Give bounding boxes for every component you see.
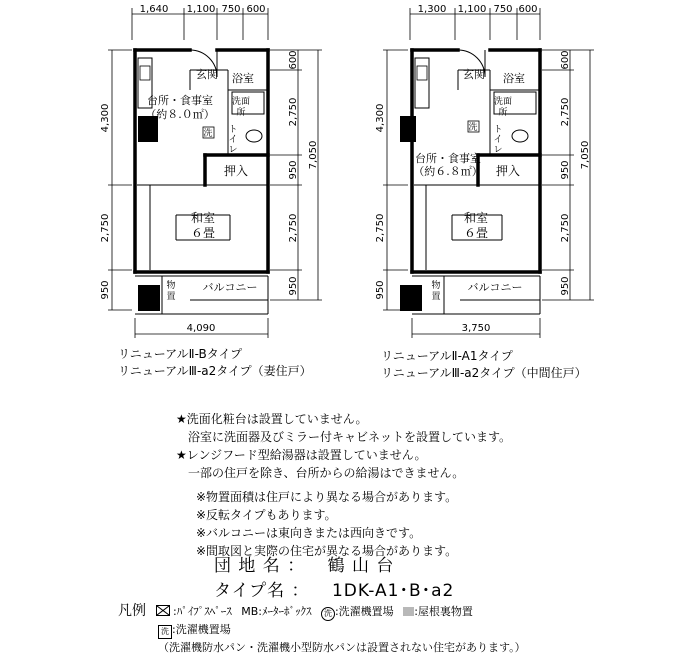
pipe-space-icon: [156, 605, 170, 616]
dim-left-3: 950: [375, 280, 386, 300]
caption-right-line2: リニューアルⅢ-a2タイプ（中間住戸）: [381, 366, 587, 380]
room-genkan: 玄関: [463, 68, 485, 81]
dim-left-1: 4,300: [375, 103, 386, 133]
dim-right-2: 2,750: [560, 97, 571, 127]
room-bath: 浴室: [232, 72, 254, 85]
dim-right-1: 600: [560, 50, 571, 70]
wash-place-mark: 洗: [468, 123, 478, 133]
caption-left-line1: リニューアルⅡ-Bタイプ: [118, 347, 243, 361]
legend-footnote: （洗濯機防水パン・洗濯機小型防水パンは設置されない住宅があります。）: [158, 641, 526, 654]
room-kitchen-area: （約６.８㎡）: [413, 165, 483, 178]
floor-plan-right: [375, 4, 594, 338]
room-senmen: 洗面: [493, 97, 513, 107]
dim-top-4: 600: [518, 4, 538, 15]
legend-title: 凡例: [118, 603, 146, 619]
legend-wash-place: :洗濯機置場: [334, 605, 394, 618]
room-toilet-1: ト: [228, 125, 238, 135]
room-oshiire: 押入: [223, 164, 249, 178]
room-washitsu-size: ６畳: [463, 226, 489, 240]
wash-place-mark: 洗: [203, 129, 213, 139]
room-storage-2: 置: [431, 292, 441, 302]
legend-attic: :屋根裏物置: [414, 605, 473, 618]
room-toilet-1: ト: [493, 125, 503, 135]
dim-top-2: 1,100: [186, 4, 216, 15]
star-notes: [176, 410, 511, 482]
note-star-2b: 一部の住戸を除き、台所からの給湯はできません。: [176, 466, 465, 480]
legend-mb: MB:ﾒｰﾀｰﾎﾞｯｸｽ: [241, 605, 312, 618]
legend: [118, 602, 526, 657]
room-kitchen-area: （約８.０㎡）: [145, 108, 215, 121]
reference-notes: [196, 488, 457, 560]
note-star-1: ★洗面化粧台は設置していません。: [176, 412, 368, 426]
note-ref-1: ※物置面積は住戸により異なる場合があります。: [196, 490, 458, 504]
dim-bottom: 3,750: [461, 323, 491, 334]
note-ref-4: ※間取図と実際の住宅が異なる場合があります。: [196, 544, 458, 558]
dim-left-3: 950: [100, 280, 111, 300]
floor-plan-left: [100, 4, 322, 338]
room-washitsu-size: ６畳: [190, 226, 216, 240]
note-star-2: ★レンジフード型給湯器は設置していません。: [176, 448, 427, 462]
dim-right-2: 2,750: [288, 97, 299, 127]
dim-top-2: 1,100: [457, 4, 487, 15]
room-senmen: 洗面: [231, 97, 251, 107]
danchi-value: 鶴 山 台: [327, 556, 395, 576]
danchi-label: 団 地 名 ：: [214, 556, 306, 576]
dim-top-3: 750: [221, 4, 241, 15]
room-senmen-2: 所: [498, 108, 508, 118]
caption-right-line1: リニューアルⅡ-A1タイプ: [381, 349, 513, 363]
room-storage-1: 物: [431, 281, 441, 291]
dim-top-1: 1,300: [417, 4, 447, 15]
room-balcony: バルコニー: [467, 281, 523, 294]
dim-right-total: 7,050: [580, 140, 591, 170]
room-kitchen: 台所・食事室: [415, 152, 481, 165]
room-balcony: バルコニー: [202, 281, 258, 294]
room-bath: 浴室: [503, 72, 525, 85]
dim-right-5: 950: [288, 276, 299, 296]
dim-right-4: 2,750: [288, 213, 299, 243]
legend-pipe-space: :ﾊﾟｲﾌﾟｽﾍﾟｰｽ: [173, 605, 232, 618]
washing-machine-square-icon: 洗: [158, 625, 172, 639]
type-label: タイプ名 ：: [214, 581, 310, 601]
dim-right-5: 950: [560, 276, 571, 296]
note-ref-2: ※反転タイプもあります。: [196, 508, 337, 522]
room-oshiire: 押入: [495, 164, 521, 178]
caption-left-line2: リニューアルⅢ-a2タイプ（妻住戸）: [118, 364, 312, 378]
room-storage-2: 置: [166, 292, 176, 302]
dim-left-1: 4,300: [100, 103, 111, 133]
room-washitsu: 和室: [463, 211, 489, 225]
caption-left: [118, 346, 312, 380]
type-value: 1DK-A1･B･a2: [331, 581, 455, 601]
room-toilet-3: レ: [228, 145, 238, 155]
caption-right: [381, 348, 587, 382]
dim-right-1: 600: [288, 50, 299, 70]
legend-wash-place-2: :洗濯機置場: [172, 623, 231, 636]
dim-top-1: 1,640: [139, 4, 169, 15]
dim-right-total: 7,050: [308, 140, 319, 170]
dim-right-3: 950: [560, 160, 571, 180]
type-name-row: [214, 576, 454, 601]
room-senmen-2: 所: [236, 108, 246, 118]
room-genkan: 玄関: [196, 68, 218, 81]
note-star-1b: 浴室に洗面器及びミラー付キャビネットを設置しています。: [176, 430, 512, 444]
dim-right-3: 950: [288, 160, 299, 180]
attic-storage-swatch: [403, 607, 414, 616]
washing-machine-icon: 洗: [321, 607, 335, 621]
dim-top-3: 750: [493, 4, 513, 15]
room-kitchen: 台所・食事室: [147, 94, 213, 107]
note-ref-3: ※バルコニーは東向きまたは西向きです。: [196, 526, 422, 540]
room-washitsu: 和室: [190, 211, 216, 225]
room-toilet-2: イ: [228, 135, 238, 145]
dim-left-2: 2,750: [100, 213, 111, 243]
dim-right-4: 2,750: [560, 213, 571, 243]
dim-top-4: 600: [246, 4, 266, 15]
room-storage-1: 物: [166, 281, 176, 291]
dim-left-2: 2,750: [375, 213, 386, 243]
room-toilet-3: レ: [493, 145, 503, 155]
dim-bottom: 4,090: [186, 323, 216, 334]
danchi-name-row: [214, 551, 394, 576]
room-toilet-2: イ: [493, 135, 503, 145]
